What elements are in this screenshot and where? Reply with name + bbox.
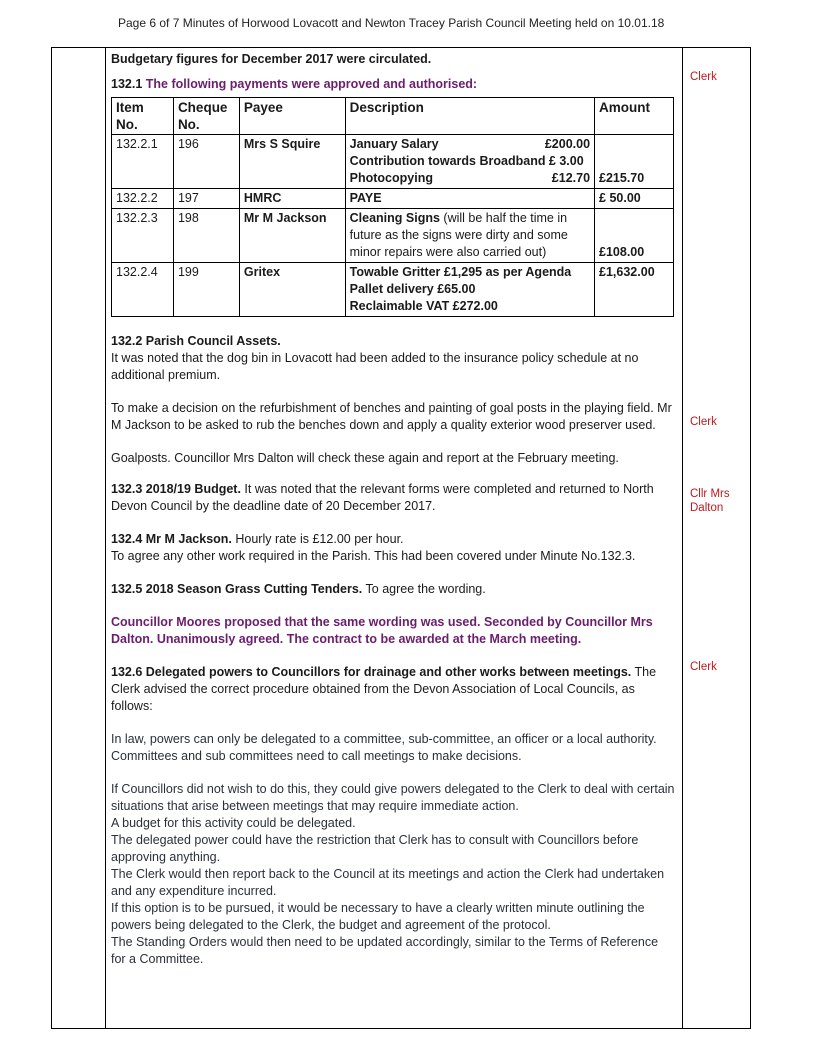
col-item: Item No. <box>112 98 174 135</box>
minutes-body <box>111 51 675 968</box>
assets-heading: 132.2 Parish Council Assets. <box>111 334 281 348</box>
grass-minute <box>111 581 675 598</box>
table-header-row <box>112 98 674 135</box>
budget-text: It was noted that the relevant forms were completed and returned to North Devon Council by the deadline date of 20 December 2017. <box>111 482 654 513</box>
table-row <box>112 263 674 317</box>
budget-minute <box>111 481 675 515</box>
desc-line: Photocopying <box>349 171 433 185</box>
cell-payee: Mr M Jackson <box>239 209 345 263</box>
desc-rest: (will be half the time in future as the signs were dirty and some minor repairs were also carried out) <box>349 211 568 259</box>
action-clerk-2: Clerk <box>690 416 717 428</box>
delegated-text: The Clerk advised the correct procedure obtained from the Devon Association of Local Councils, as follows: <box>111 665 657 713</box>
left-column-divider <box>105 48 106 1028</box>
action-clerk-1: Clerk <box>690 71 717 83</box>
table-row <box>112 209 674 263</box>
jackson-minute <box>111 531 675 548</box>
cell-item: 132.2.1 <box>112 135 174 189</box>
cell-payee: Mrs S Squire <box>239 135 345 189</box>
delegated-heading: 132.6 Delegated powers to Councillors for drainage and other works between meetings. <box>111 665 632 679</box>
delegated-minute <box>111 664 675 715</box>
table-row <box>112 189 674 209</box>
cell-payee: HMRC <box>239 189 345 209</box>
cell-cheque: 198 <box>173 209 239 263</box>
cell-description: PAYE <box>345 189 594 209</box>
assets-paragraph-1: It was noted that the dog bin in Lovacott had been added to the insurance policy schedule at no additional premium. <box>111 351 639 382</box>
cell-amount: £215.70 <box>595 135 674 189</box>
budget-heading: 132.3 2018/19 Budget. <box>111 482 241 496</box>
desc-line: Contribution towards Broadband £ 3.00 <box>349 154 584 168</box>
table-row <box>112 135 674 189</box>
payments-heading <box>111 76 675 93</box>
payments-table <box>111 97 674 317</box>
cell-cheque: 197 <box>173 189 239 209</box>
page-header: Page 6 of 7 Minutes of Horwood Lovacott and Newton Tracey Parish Council Meeting held on 10.01.18 <box>118 16 665 30</box>
grass-heading: 132.5 2018 Season Grass Cutting Tenders. <box>111 582 363 596</box>
delegated-line: If this option is to be pursued, it would be necessary to have a clearly written minute outlining the powers being delegated to the Clerk, the budget and agreement of the protocol. <box>111 901 645 932</box>
delegated-paragraph-1: In law, powers can only be delegated to a committee, sub-committee, an officer or a local authority. Committees and sub committees need to call meetings to make decisions. <box>111 732 657 763</box>
delegated-line: A budget for this activity could be delegated. <box>111 816 356 830</box>
budget-circulated: Budgetary figures for December 2017 were circulated. <box>111 52 432 66</box>
cell-item: 132.2.2 <box>112 189 174 209</box>
desc-line: Towable Gritter £1,295 as per Agenda <box>349 265 572 279</box>
desc-value: £200.00 <box>544 137 591 151</box>
cell-amount: £ 50.00 <box>595 189 674 209</box>
desc-line: Pallet delivery £65.00 <box>349 282 476 296</box>
col-description: Description <box>345 98 594 135</box>
delegated-line: The delegated power could have the restriction that Clerk has to consult with Councillors before approving anything. <box>111 833 639 864</box>
cell-cheque: 199 <box>173 263 239 317</box>
payments-heading-number: 132.1 <box>111 77 143 91</box>
col-cheque: Cheque No. <box>173 98 239 135</box>
payments-heading-text: The following payments were approved and authorised: <box>145 77 478 91</box>
desc-bold: Cleaning Signs <box>349 211 440 225</box>
cell-amount: £108.00 <box>595 209 674 263</box>
desc-value: £12.70 <box>551 171 591 185</box>
cell-item: 132.2.3 <box>112 209 174 263</box>
col-payee: Payee <box>239 98 345 135</box>
jackson-line-2: To agree any other work required in the Parish. This had been covered under Minute No.132.3. <box>111 549 636 563</box>
cell-cheque: 196 <box>173 135 239 189</box>
cell-description <box>345 135 594 189</box>
assets-paragraph-2: To make a decision on the refurbishment of benches and painting of goal posts in the playing field. Mr M Jackson to be asked to rub the benches down and apply a quality exterior wood preserver used. <box>111 401 672 432</box>
action-cllr-dalton: Cllr Mrs Dalton <box>690 488 730 514</box>
jackson-text: Hourly rate is £12.00 per hour. <box>231 532 404 546</box>
action-column-divider <box>682 48 683 1028</box>
cell-payee: Gritex <box>239 263 345 317</box>
cell-description <box>345 263 594 317</box>
delegated-line: If Councillors did not wish to do this, they could give powers delegated to the Clerk to deal with certain situations that arise between meetings that may require immediate action. <box>111 782 675 813</box>
cell-amount: £1,632.00 <box>595 263 674 317</box>
cell-item: 132.2.4 <box>112 263 174 317</box>
col-amount: Amount <box>595 98 674 135</box>
delegated-line: The Standing Orders would then need to be updated accordingly, similar to the Terms of Reference for a Committee. <box>111 935 659 966</box>
desc-line: January Salary <box>349 137 439 151</box>
resolution-text: Councillor Moores proposed that the same wording was used. Seconded by Councillor Mrs Dalton. Unanimously agreed. The contract to be awarded at the March meeting. <box>111 615 653 646</box>
delegated-line: The Clerk would then report back to the Council at its meetings and action the Clerk had undertaken and any expenditure incurred. <box>111 867 665 898</box>
assets-paragraph-3: Goalposts. Councillor Mrs Dalton will check these again and report at the February meeting. <box>111 451 619 465</box>
jackson-heading: 132.4 Mr M Jackson. <box>111 532 232 546</box>
cell-description <box>345 209 594 263</box>
desc-line: Reclaimable VAT £272.00 <box>349 299 498 313</box>
action-clerk-3: Clerk <box>690 661 717 673</box>
grass-text: To agree the wording. <box>362 582 486 596</box>
